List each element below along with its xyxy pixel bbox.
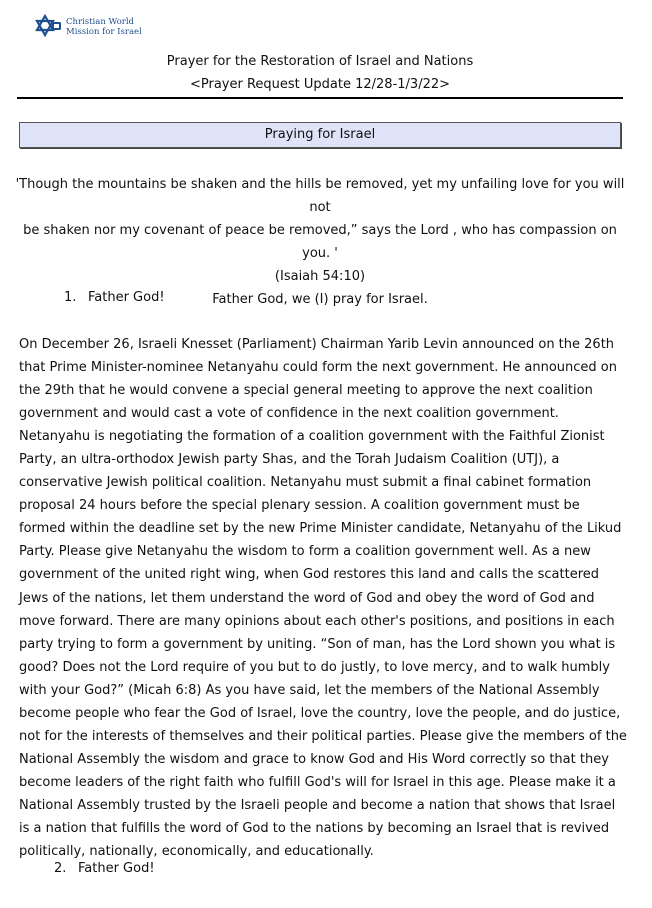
list-item xyxy=(64,289,165,307)
document-subtitle: <Prayer Request Update 12/28-1/3/22> xyxy=(189,77,451,92)
verse-reference: (Isaiah 54:10) xyxy=(274,269,366,284)
star-of-david-logo-icon xyxy=(34,14,62,40)
logo-line-2: Mission for Israel xyxy=(66,27,142,37)
organization-logo xyxy=(34,14,142,40)
list-item-number: 2. xyxy=(54,861,67,876)
list-item-number: 1. xyxy=(64,290,77,305)
logo-text xyxy=(66,17,142,37)
document-title: Prayer for the Restoration of Israel and Nations xyxy=(166,54,474,69)
body-paragraph: On December 26, Israeli Knesset (Parliament) Chairman Yarib Levin announced on the 26th that Prime Minister-nominee Netanyahu could form the next government. He announced on the 29th that he would convene a special general meeting to approve the next coalition government and would cast a vote of confidence in the next coalition government. Netanyahu is negotiating the formation of a coalition government with the Faithful Zionist Party, an ultra-orthodox Jewish party Shas, and the Torah Judaism Coalition (UTJ), a conservative Jewish political coalition. Netanyahu must submit a final cabinet formation proposal 24 hours before the special plenary session. A coalition government must be formed within the deadline set by the new Prime Minister candidate, Netanyahu of the Likud Party. Please give Netanyahu the wisdom to form a coalition government well. As a new government of the united right wing, when God restores this land and calls the scattered Jews of the nations, let them understand the word of God and obey the word of God and move forward. There are many opinions about each other's positions, and positions in each party trying to form a government by uniting. “Son of man, has the Lord shown you what is good? Does not the Lord require of you but to do justly, to love mercy, and to walk humbly with your God?” (Micah 6:8) As you have said, let the members of the National Assembly become people who fear the God of Israel, love the country, love the people, and do justice, not for the interests of themselves and their political parties. Please give the members of the National Assembly the wisdom and grace to know God and His Word correctly so that they become leaders of the right faith who fulfill God's will for Israel in this age. Please make it a National Assembly trusted by the Israeli people and become a nation that shows that Israel is a nation that fulfills the word of God to the nations by becoming an Israel that is revived politically, nationally, economically, and educationally. xyxy=(19,337,627,860)
logo-line-1: Christian World xyxy=(66,17,134,27)
section-heading: Praying for Israel xyxy=(19,122,621,148)
list-item xyxy=(54,860,155,878)
opening-prayer: Father God, we (I) pray for Israel. xyxy=(212,292,428,307)
verse-line-2: be shaken nor my covenant of peace be removed,” says the Lord , who has compassion on you. ' xyxy=(23,223,617,261)
verse-line-1: 'Though the mountains be shaken and the hills be removed, yet my unfailing love for you will not xyxy=(15,177,625,215)
list-item-label: Father God! xyxy=(78,861,155,876)
header-divider xyxy=(17,97,623,99)
list-item-label: Father God! xyxy=(88,290,165,305)
